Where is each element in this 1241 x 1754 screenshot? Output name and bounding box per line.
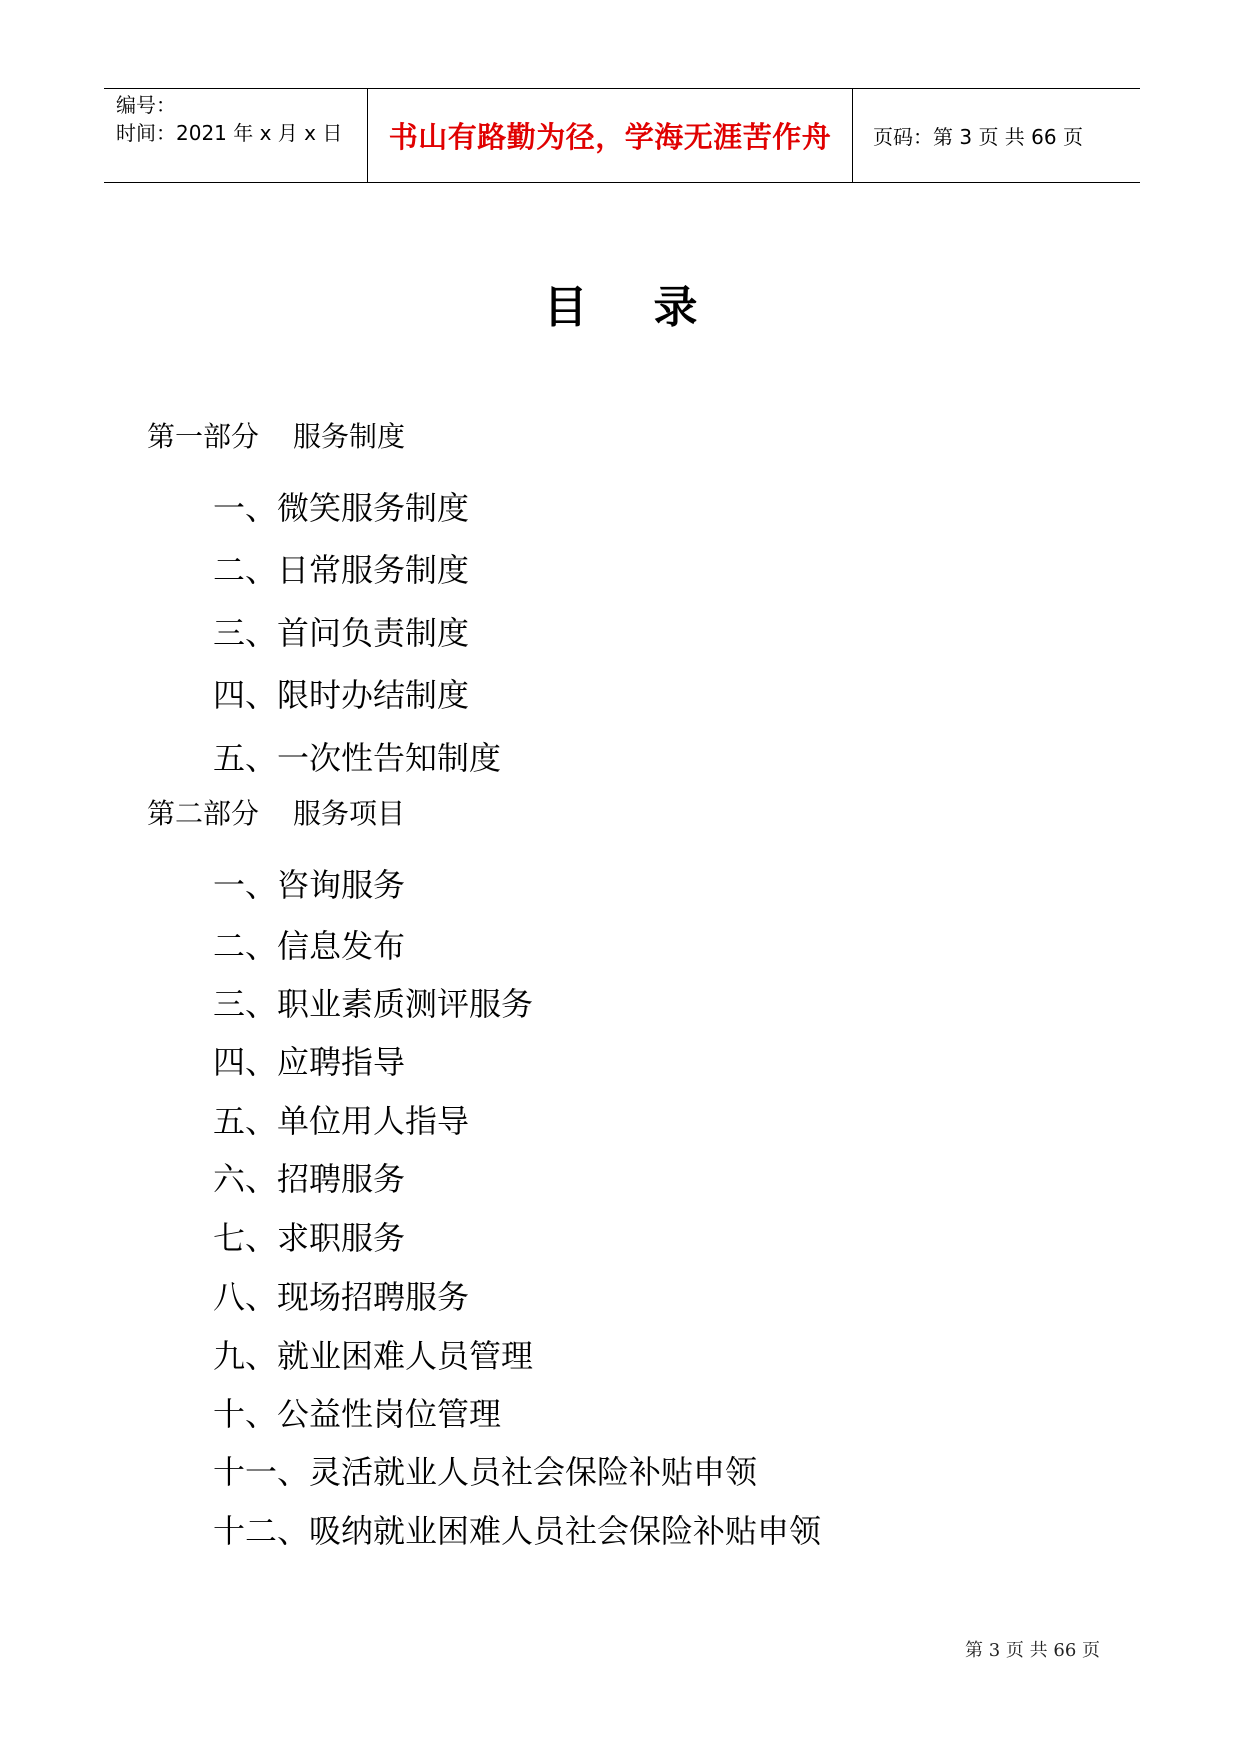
toc-item: 八、现场招聘服务 bbox=[213, 1278, 470, 1316]
toc-item: 六、招聘服务 bbox=[213, 1160, 406, 1198]
page-footer: 第 3 页 共 66 页 bbox=[965, 1640, 1100, 1661]
toc-item: 十二、吸纳就业困难人员社会保险补贴申领 bbox=[213, 1512, 822, 1550]
toc-item: 五、单位用人指导 bbox=[213, 1102, 470, 1140]
toc-item: 九、就业困难人员管理 bbox=[213, 1337, 534, 1375]
header-motto: 书山有路勤为径，学海无涯苦作舟 bbox=[388, 120, 832, 154]
toc-item: 四、限时办结制度 bbox=[213, 676, 470, 714]
toc-item: 十、公益性岗位管理 bbox=[213, 1395, 502, 1433]
header-meta bbox=[104, 89, 367, 182]
toc-item: 三、职业素质测评服务 bbox=[213, 985, 534, 1023]
toc-item: 二、信息发布 bbox=[213, 927, 406, 965]
toc-item: 一、咨询服务 bbox=[213, 866, 406, 904]
document-number-label: 编号： bbox=[116, 93, 176, 117]
toc-item: 七、求职服务 bbox=[213, 1219, 406, 1257]
toc-part-1-name: 服务制度 bbox=[293, 420, 406, 453]
header-motto-cell bbox=[367, 89, 853, 182]
toc-item: 五、一次性告知制度 bbox=[213, 739, 502, 777]
toc-part-2-number: 第二部分 bbox=[147, 797, 260, 830]
header-page-cell bbox=[853, 89, 1140, 182]
page-header bbox=[104, 88, 1140, 183]
toc-part-2-name: 服务项目 bbox=[293, 797, 406, 830]
document-date-label: 时间：2021 年 x 月 x 日 bbox=[116, 121, 343, 145]
toc-item: 十一、灵活就业人员社会保险补贴申领 bbox=[213, 1453, 758, 1491]
toc-part-2 bbox=[147, 794, 405, 834]
toc-item: 二、日常服务制度 bbox=[213, 551, 470, 589]
toc-part-1 bbox=[147, 417, 405, 457]
toc-item: 四、应聘指导 bbox=[213, 1043, 406, 1081]
header-page-code: 页码：第 3 页 共 66 页 bbox=[873, 125, 1083, 149]
page-title: 目录 bbox=[543, 282, 764, 333]
toc-item: 一、微笑服务制度 bbox=[213, 489, 470, 527]
toc-item: 三、首问负责制度 bbox=[213, 614, 470, 652]
toc-part-1-number: 第一部分 bbox=[147, 420, 260, 453]
